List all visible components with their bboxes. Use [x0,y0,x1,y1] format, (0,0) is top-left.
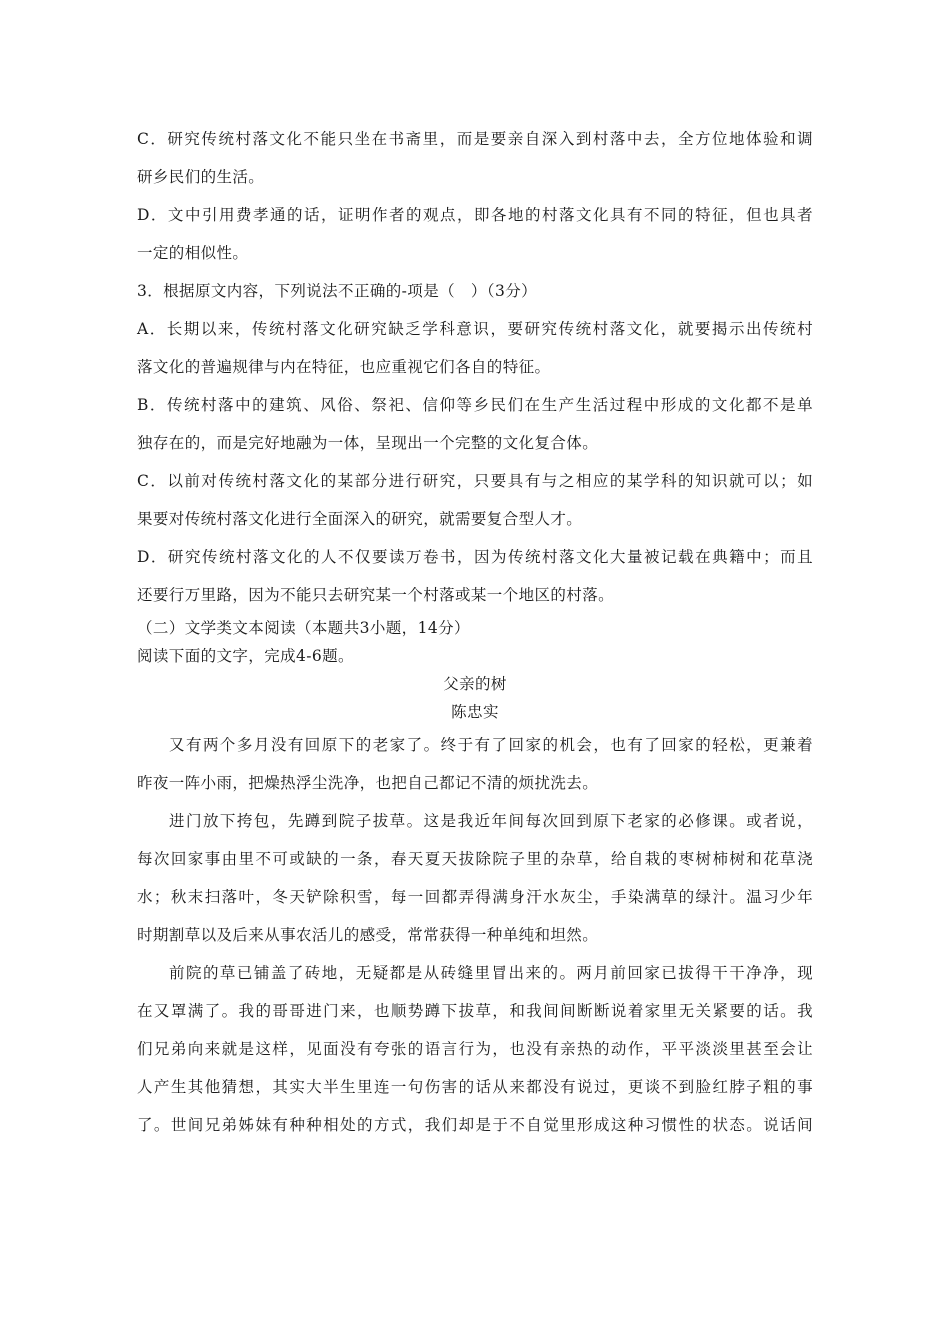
text-line: 独存在的，而是完好地融为一体，呈现出一个完整的文化复合体。 [137,434,599,452]
text-line: D．研究传统村落文化的人不仅要读万卷书，因为传统村落文化大量被记载在典籍中；而且 [137,548,813,566]
text-line: 昨夜一阵小雨，把燥热浮尘洗净，也把自己都记不清的烦扰洗去。 [137,774,599,792]
article-paragraph-2 [137,802,813,954]
q3-option-b [137,386,813,462]
text-line: C．以前对传统村落文化的某部分进行研究，只要具有与之相应的某学科的知识就可以；如 [137,472,813,490]
text-line: A．长期以来，传统村落文化研究缺乏学科意识，要研究传统村落文化，就要揭示出传统村 [137,320,813,338]
q3-option-a [137,310,813,386]
text-line: 又有两个多月没有回原下的老家了。终于有了回家的机会，也有了回家的轻松，更兼着 [169,736,813,754]
text-line: 果要对传统村落文化进行全面深入的研究，就需要复合型人才。 [137,510,583,528]
text-line: B．传统村落中的建筑、风俗、祭祀、信仰等乡民们在生产生活过程中形成的文化都不是单 [137,396,813,414]
text-line: 人产生其他猜想，其实大半生里连一句伤害的话从来都没有说过，更谈不到脸红脖子粗的事 [137,1078,813,1096]
text-line: 前院的草已铺盖了砖地，无疑都是从砖缝里冒出来的。两月前回家已拔得干干净净，现 [169,964,813,982]
text-line: C．研究传统村落文化不能只坐在书斋里，而是要亲自深入到村落中去，全方位地体验和调 [137,130,813,148]
article-author: 陈忠实 [451,703,499,721]
text-line: 一定的相似性。 [137,244,249,262]
text-line: 们兄弟向来就是这样，见面没有夸张的语言行为，也没有亲热的动作，平平淡淡里甚至会让 [137,1040,813,1058]
section-heading: （二）文学类文本阅读（本题共3小题，14分） [137,619,470,637]
q3-option-c [137,462,813,538]
text-line: 进门放下挎包，先蹲到院子拔草。这是我近年间每次回到原下老家的必修课。或者说， [169,812,813,830]
text-line: 水；秋末扫落叶，冬天铲除积雪，每一回都弄得满身汗水灰尘，手染满草的绿汁。温习少年 [137,888,813,906]
q3-stem: 3．根据原文内容，下列说法不正确的-项是（ ）（3分） [137,282,538,300]
section-instruction: 阅读下面的文字，完成4-6题。 [137,647,354,665]
text-line: 每次回家事由里不可或缺的一条，春天夏天拔除院子里的杂草，给自栽的枣树柿树和花草浇 [137,850,813,868]
q3-option-d [137,538,813,614]
text-line: 了。世间兄弟姊妹有种种相处的方式，我们却是于不自觉里形成这种习惯性的状态。说话间 [137,1116,813,1134]
text-line: 时期割草以及后来从事农活儿的感受，常常获得一种单纯和坦然。 [137,926,599,944]
q2-option-c [137,120,813,196]
text-line: 研乡民们的生活。 [137,168,265,186]
text-line: 还要行万里路，因为不能只去研究某一个村落或某一个地区的村落。 [137,586,615,604]
article-paragraph-3 [137,954,813,1144]
article-title: 父亲的树 [443,675,507,693]
q2-option-d [137,196,813,272]
text-line: D．文中引用费孝通的话，证明作者的观点，即各地的村落文化具有不同的特征，但也具者 [137,206,813,224]
document-body [137,120,813,1144]
text-line: 在又罩满了。我的哥哥进门来，也顺势蹲下拔草，和我间间断断说着家里无关紧要的话。我 [137,1002,813,1020]
text-line: 落文化的普遍规律与内在特征，也应重视它们各自的特征。 [137,358,551,376]
article-paragraph-1 [137,726,813,802]
